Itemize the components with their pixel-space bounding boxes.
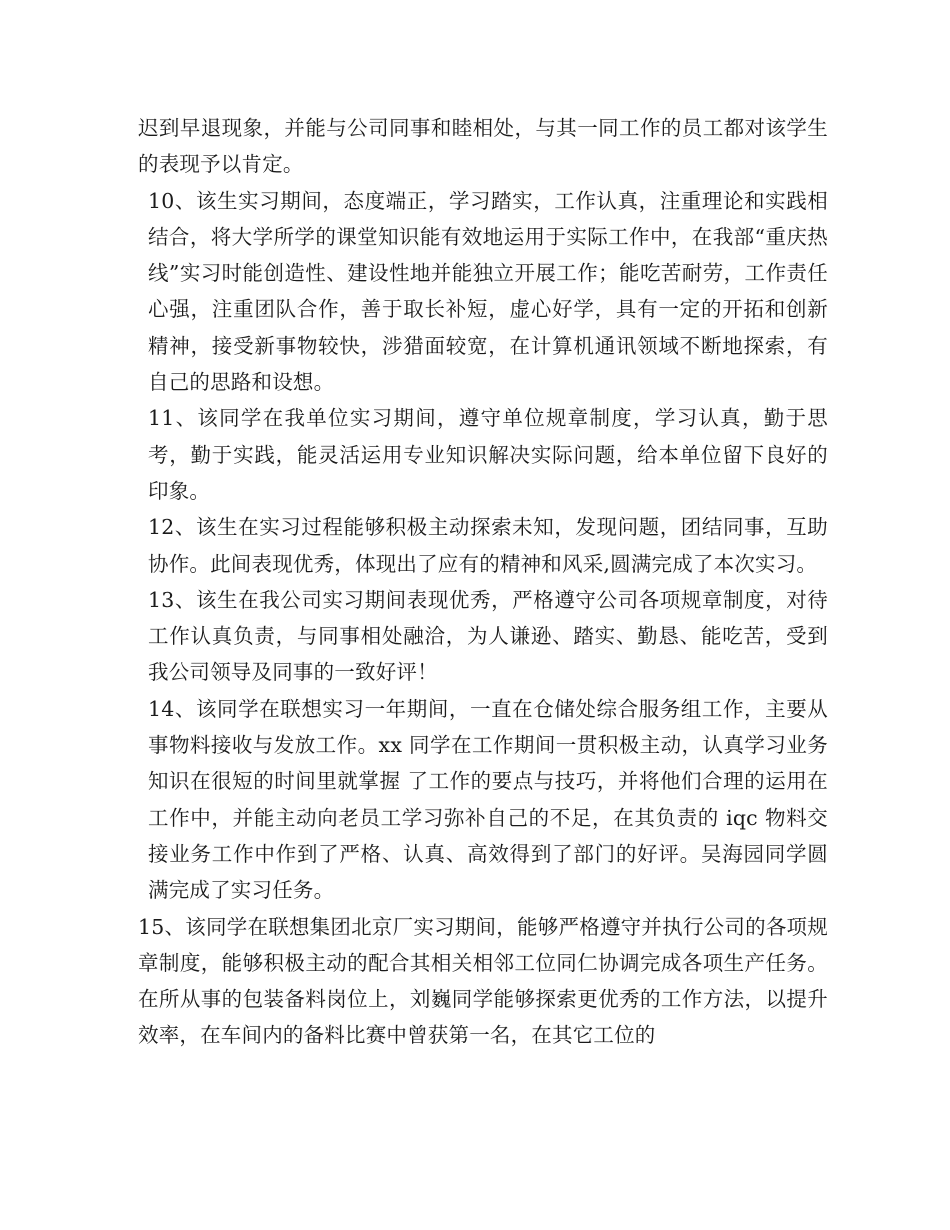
paragraph-15: 15、该同学在联想集团北京厂实习期间，能够严格遵守并执行公司的各项规章制度，能够积极主动的配合其相关相邻工位同仁协调完成各项生产任务。在所从事的包装备料岗位上，刘巍同学能够探索更优秀的工作方法，以提升效率，在车间内的备料比赛中曾获第一名，在其它工位的 bbox=[138, 914, 828, 1048]
paragraph-12: 12、该生在实习过程能够积极主动探索未知，发现问题，团结同事，互助协作。此间表现优秀，体现出了应有的精神和风采,圆满完成了本次实习。 bbox=[148, 515, 828, 576]
document-body bbox=[138, 110, 828, 1054]
paragraph-11: 11、该同学在我单位实习期间，遵守单位规章制度，学习认真，勤于思考，勤于实践，能灵活运用专业知识解决实际问题，给本单位留下良好的印象。 bbox=[148, 406, 828, 503]
paragraph-13: 13、该生在我公司实习期间表现优秀，严格遵守公司各项规章制度，对待工作认真负责，与同事相处融洽，为人谦逊、踏实、勤恳、能吃苦，受到我公司领导及同事的一致好评！ bbox=[148, 587, 828, 685]
paragraph-14: 14、该同学在联想实习一年期间，一直在仓储处综合服务组工作，主要从事物料接收与发放工作。xx 同学在工作期间一贯积极主动，认真学习业务知识在很短的时间里就掌握 了工作的要点与技巧，并将他们合理的运用在工作中，并能主动向老员工学习弥补自己的不足，在其负责的 iqc 物料交接业务工作中作到了严格、认真、高效得到了部门的好评。吴海园同学圆满完成了实习任务。 bbox=[148, 696, 828, 903]
paragraph-10: 10、该生实习期间，态度端正，学习踏实，工作认真，注重理论和实践相结合，将大学所学的课堂知识能有效地运用于实际工作中，在我部“重庆热线”实习时能创造性、建设性地并能独立开展工作；能吃苦耐劳，工作责任心强，注重团队合作，善于取长补短，虚心好学，具有一定的开拓和创新精神，接受新事物较快，涉猎面较宽，在计算机通讯领域不断地探索，有自己的思路和设想。 bbox=[148, 188, 828, 395]
paragraph-continued: 迟到早退现象，并能与公司同事和睦相处，与其一同工作的员工都对该学生的表现予以肯定。 bbox=[138, 116, 828, 177]
